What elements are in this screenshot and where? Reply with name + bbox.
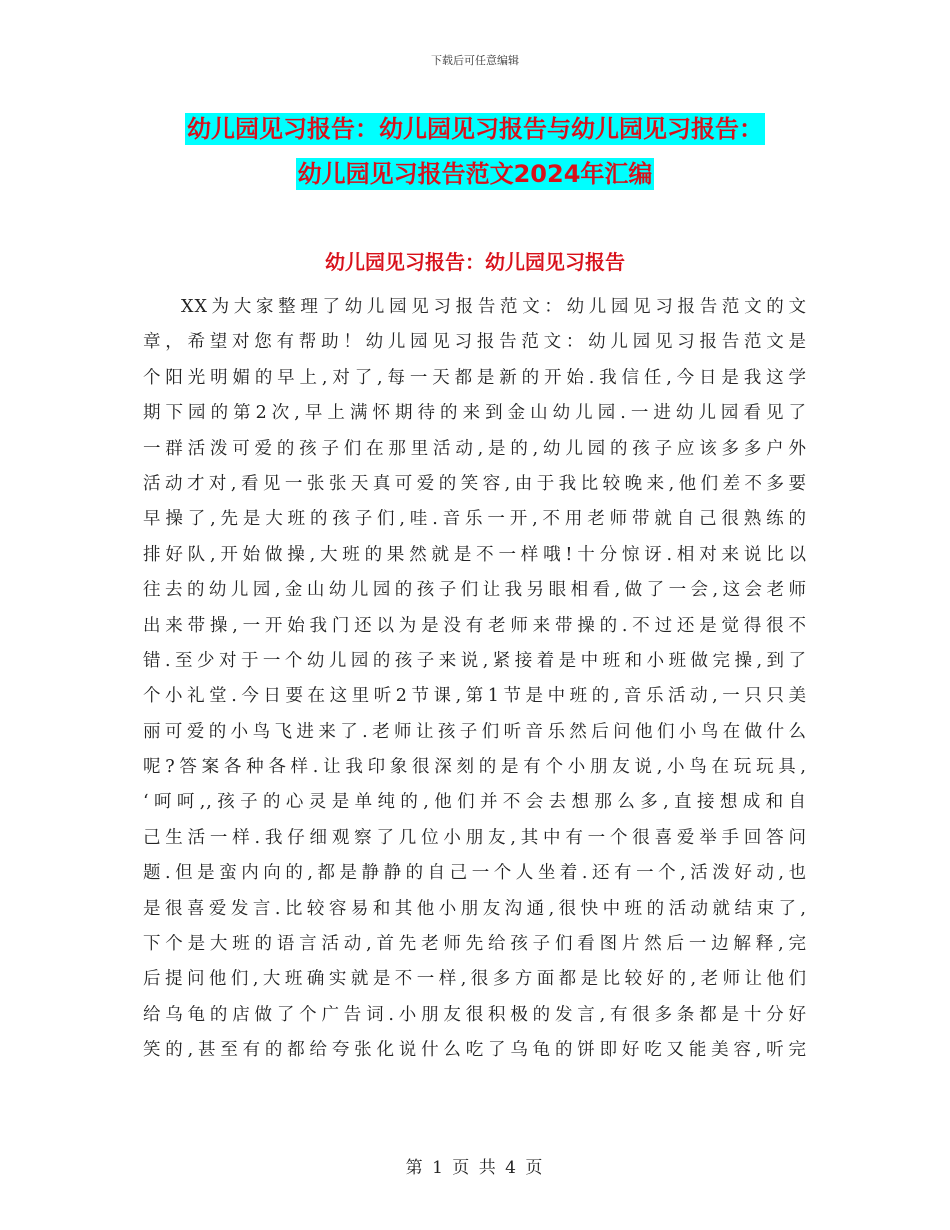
document-title-line-1 — [0, 110, 950, 148]
body-line: 排好队,开始做操,大班的果然就是不一样哦!十分惊讶.相对来说比以 — [143, 544, 807, 565]
body-line: 往去的幼儿园,金山幼儿园的孩子们让我另眼相看,做了一会,这会老师 — [143, 580, 807, 601]
body-line: 后提问他们,大班确实就是不一样,很多方面都是比较好的,老师让他们 — [143, 969, 807, 990]
section-title: 幼儿园见习报告：幼儿园见习报告 — [325, 250, 625, 274]
body-line: 题.但是蛮内向的,都是静静的自己一个人坐着.还有一个,活泼好动,也 — [143, 863, 807, 884]
body-paragraph — [143, 290, 807, 1069]
body-line: 丽可爱的小鸟飞进来了.老师让孩子们听音乐然后问他们小鸟在做什么 — [143, 721, 807, 742]
body-line: 给乌龟的店做了个广告词.小朋友很积极的发言,有很多条都是十分好 — [143, 1004, 807, 1025]
body-line: 一群活泼可爱的孩子们在那里活动,是的,幼儿园的孩子应该多多户外 — [143, 438, 807, 459]
document-title-line-2 — [0, 155, 950, 193]
body-line: 出来带操,一开始我门还以为是没有老师来带操的.不过还是觉得很不 — [143, 615, 807, 636]
body-line: 个阳光明媚的早上,对了,每一天都是新的开始.我信任,今日是我这学 — [143, 367, 807, 388]
body-line: 个小礼堂.今日要在这里听2节课,第1节是中班的,音乐活动,一只只美 — [143, 686, 807, 707]
body-line: 下个是大班的语言活动,首先老师先给孩子们看图片然后一边解释,完 — [143, 934, 807, 955]
body-line: 章，希望对您有帮助！幼儿园见习报告范文：幼儿园见习报告范文是 — [143, 332, 807, 353]
body-line: ‘呵呵,,孩子的心灵是单纯的,他们并不会去想那么多,直接想成和自 — [143, 792, 807, 813]
document-title-line-1-text: 幼儿园见习报告：幼儿园见习报告与幼儿园见习报告： — [187, 115, 763, 143]
body-line: 己生活一样.我仔细观察了几位小朋友,其中有一个很喜爱举手回答问 — [143, 827, 807, 848]
body-line: 期下园的第2次,早上满怀期待的来到金山幼儿园.一进幼儿园看见了 — [143, 403, 807, 424]
body-line: 笑的,甚至有的都给夸张化说什么吃了乌龟的饼即好吃又能美容,听完 — [143, 1040, 807, 1061]
body-line: 呢?答案各种各样.让我印象很深刻的是有个小朋友说,小鸟在玩玩具, — [143, 757, 807, 778]
body-line: 早操了,先是大班的孩子们,哇.音乐一开,不用老师带就自己很熟练的 — [143, 509, 807, 530]
body-line: 错.至少对于一个幼儿园的孩子来说,紧接着是中班和小班做完操,到了 — [143, 650, 807, 671]
body-line: 活动才对,看见一张张天真可爱的笑容,由于我比较晚来,他们差不多要 — [143, 473, 807, 494]
page-footer: 第 1 页 共 4 页 — [405, 1158, 545, 1178]
body-line: XX为大家整理了幼儿园见习报告范文：幼儿园见习报告范文的文 — [181, 297, 807, 317]
page-header: 下载后可任意编辑 — [431, 54, 519, 67]
document-title-line-2-text: 幼儿园见习报告范文2024年汇编 — [297, 160, 653, 188]
body-line: 是很喜爱发言.比较容易和其他小朋友沟通,很快中班的活动就结束了, — [143, 898, 807, 919]
